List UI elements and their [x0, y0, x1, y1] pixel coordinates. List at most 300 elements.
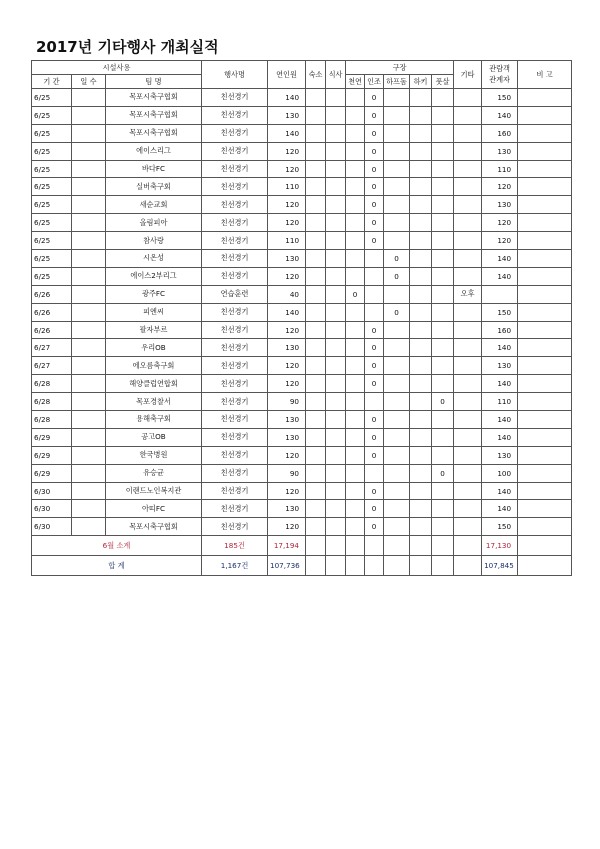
row-days: [72, 411, 106, 429]
row-spectators: 140: [482, 339, 518, 357]
row-people: 120: [268, 375, 306, 393]
table-row: [32, 214, 572, 232]
row-halfturf: [384, 411, 410, 429]
header-halfturf: 하프돔: [384, 75, 410, 89]
row-team: 바다FC: [106, 160, 202, 178]
row-hockey: [410, 500, 432, 518]
row-natural: [346, 232, 365, 250]
row-spectators: 140: [482, 411, 518, 429]
row-halfturf: [384, 375, 410, 393]
row-spectators: 140: [482, 428, 518, 446]
total-people: 107,736: [268, 556, 306, 576]
row-other: [454, 250, 482, 268]
row-days: [72, 285, 106, 303]
row-event: 친선경기: [202, 339, 268, 357]
row-halfturf: 0: [384, 303, 410, 321]
header-hockey: 하키: [410, 75, 432, 89]
row-futsal: [432, 178, 454, 196]
row-team: 실버축구회: [106, 178, 202, 196]
row-hockey: [410, 428, 432, 446]
row-futsal: [432, 518, 454, 536]
row-lodging: [306, 464, 326, 482]
row-event: 친선경기: [202, 196, 268, 214]
row-spectators: 160: [482, 321, 518, 339]
row-other: [454, 393, 482, 411]
row-people: 120: [268, 214, 306, 232]
row-event: 친선경기: [202, 321, 268, 339]
subtotal-spectators: 17,130: [482, 536, 518, 556]
row-natural: [346, 428, 365, 446]
row-natural: [346, 178, 365, 196]
row-natural: [346, 393, 365, 411]
row-remarks: [518, 232, 572, 250]
row-natural: [346, 375, 365, 393]
row-team: 에이스2부리그: [106, 267, 202, 285]
row-team: 새순교회: [106, 196, 202, 214]
row-natural: [346, 518, 365, 536]
table-row: [32, 250, 572, 268]
row-artificial: 0: [365, 214, 384, 232]
row-event: 친선경기: [202, 500, 268, 518]
subtotal-count: 185건: [202, 536, 268, 556]
row-event: 친선경기: [202, 303, 268, 321]
row-artificial: 0: [365, 196, 384, 214]
row-days: [72, 178, 106, 196]
row-artificial: [365, 393, 384, 411]
row-days: [72, 357, 106, 375]
row-date: 6/29: [32, 428, 72, 446]
row-artificial: 0: [365, 339, 384, 357]
total-spectators: 107,845: [482, 556, 518, 576]
row-days: [72, 464, 106, 482]
row-halfturf: 0: [384, 250, 410, 268]
row-remarks: [518, 214, 572, 232]
row-artificial: [365, 267, 384, 285]
row-halfturf: [384, 428, 410, 446]
table-row: [32, 160, 572, 178]
row-meals: [326, 446, 346, 464]
row-natural: [346, 250, 365, 268]
row-meals: [326, 267, 346, 285]
row-days: [72, 339, 106, 357]
row-date: 6/27: [32, 339, 72, 357]
row-people: 110: [268, 178, 306, 196]
row-remarks: [518, 464, 572, 482]
row-date: 6/25: [32, 250, 72, 268]
row-hockey: [410, 160, 432, 178]
row-remarks: [518, 339, 572, 357]
row-hockey: [410, 321, 432, 339]
row-futsal: [432, 482, 454, 500]
row-artificial: 0: [365, 518, 384, 536]
row-other: [454, 411, 482, 429]
row-event: 친선경기: [202, 518, 268, 536]
row-hockey: [410, 106, 432, 124]
row-days: [72, 214, 106, 232]
row-team: 참사랑: [106, 232, 202, 250]
row-people: 120: [268, 196, 306, 214]
row-meals: [326, 464, 346, 482]
row-futsal: [432, 357, 454, 375]
row-days: [72, 321, 106, 339]
row-spectators: 140: [482, 482, 518, 500]
header-lodging: 숙소: [306, 61, 326, 89]
row-meals: [326, 89, 346, 107]
row-futsal: [432, 500, 454, 518]
row-people: 90: [268, 393, 306, 411]
row-people: 120: [268, 482, 306, 500]
table-row: [32, 518, 572, 536]
row-natural: [346, 124, 365, 142]
row-event: 친선경기: [202, 267, 268, 285]
row-remarks: [518, 89, 572, 107]
row-spectators: 150: [482, 518, 518, 536]
row-date: 6/27: [32, 357, 72, 375]
row-people: 120: [268, 160, 306, 178]
row-spectators: 140: [482, 375, 518, 393]
row-meals: [326, 250, 346, 268]
row-days: [72, 428, 106, 446]
row-futsal: [432, 124, 454, 142]
row-team: 우리OB: [106, 339, 202, 357]
row-futsal: [432, 375, 454, 393]
row-futsal: [432, 214, 454, 232]
row-other: [454, 357, 482, 375]
row-halfturf: [384, 393, 410, 411]
row-days: [72, 89, 106, 107]
row-event: 친선경기: [202, 232, 268, 250]
row-halfturf: [384, 232, 410, 250]
header-team: 팀 명: [106, 75, 202, 89]
row-team: 유승균: [106, 464, 202, 482]
row-hockey: [410, 232, 432, 250]
row-remarks: [518, 357, 572, 375]
row-halfturf: [384, 178, 410, 196]
row-other: [454, 303, 482, 321]
row-lodging: [306, 89, 326, 107]
row-date: 6/30: [32, 518, 72, 536]
row-remarks: [518, 428, 572, 446]
page-title: 2017년 기타행사 개최실적: [36, 38, 219, 56]
row-people: 130: [268, 106, 306, 124]
row-date: 6/25: [32, 160, 72, 178]
row-artificial: 0: [365, 160, 384, 178]
row-meals: [326, 321, 346, 339]
row-futsal: [432, 446, 454, 464]
row-hockey: [410, 339, 432, 357]
row-lodging: [306, 428, 326, 446]
row-team: 목포시축구협회: [106, 106, 202, 124]
row-meals: [326, 500, 346, 518]
row-spectators: 140: [482, 250, 518, 268]
row-natural: [346, 106, 365, 124]
row-team: 피엔씨: [106, 303, 202, 321]
row-artificial: [365, 285, 384, 303]
row-event: 친선경기: [202, 178, 268, 196]
row-event: 친선경기: [202, 214, 268, 232]
row-remarks: [518, 285, 572, 303]
header-facility-use: 시설사용: [32, 61, 202, 75]
row-date: 6/30: [32, 482, 72, 500]
row-meals: [326, 375, 346, 393]
row-meals: [326, 124, 346, 142]
row-spectators: 110: [482, 160, 518, 178]
row-days: [72, 250, 106, 268]
row-remarks: [518, 393, 572, 411]
row-lodging: [306, 232, 326, 250]
row-days: [72, 446, 106, 464]
row-lodging: [306, 267, 326, 285]
row-other: [454, 267, 482, 285]
row-team: 광주FC: [106, 285, 202, 303]
row-team: 공고OB: [106, 428, 202, 446]
row-meals: [326, 214, 346, 232]
row-artificial: 0: [365, 411, 384, 429]
row-halfturf: [384, 321, 410, 339]
row-natural: [346, 267, 365, 285]
row-halfturf: [384, 446, 410, 464]
row-spectators: 130: [482, 196, 518, 214]
events-table: [31, 60, 572, 576]
row-natural: [346, 464, 365, 482]
row-other: [454, 89, 482, 107]
row-artificial: 0: [365, 178, 384, 196]
row-hockey: [410, 124, 432, 142]
table-row: [32, 106, 572, 124]
row-lodging: [306, 375, 326, 393]
row-people: 130: [268, 250, 306, 268]
row-days: [72, 160, 106, 178]
row-natural: [346, 357, 365, 375]
row-other: [454, 160, 482, 178]
row-artificial: 0: [365, 428, 384, 446]
row-remarks: [518, 250, 572, 268]
row-meals: [326, 518, 346, 536]
row-artificial: 0: [365, 500, 384, 518]
row-remarks: [518, 106, 572, 124]
row-date: 6/26: [32, 321, 72, 339]
row-lodging: [306, 160, 326, 178]
row-people: 120: [268, 446, 306, 464]
row-meals: [326, 357, 346, 375]
row-futsal: [432, 339, 454, 357]
row-other: [454, 196, 482, 214]
row-hockey: [410, 267, 432, 285]
row-people: 140: [268, 89, 306, 107]
row-natural: [346, 339, 365, 357]
row-natural: [346, 411, 365, 429]
header-field: 구장: [346, 61, 454, 75]
row-futsal: [432, 267, 454, 285]
row-futsal: [432, 285, 454, 303]
row-date: 6/25: [32, 89, 72, 107]
row-days: [72, 375, 106, 393]
total-label: 합 계: [32, 556, 202, 576]
row-meals: [326, 178, 346, 196]
row-people: 140: [268, 303, 306, 321]
header-other: 기타: [454, 61, 482, 89]
table-row: [32, 196, 572, 214]
row-halfturf: [384, 160, 410, 178]
row-date: 6/25: [32, 106, 72, 124]
row-people: 120: [268, 142, 306, 160]
row-spectators: 140: [482, 500, 518, 518]
row-remarks: [518, 142, 572, 160]
row-meals: [326, 142, 346, 160]
row-other: 오후: [454, 285, 482, 303]
row-event: 친선경기: [202, 411, 268, 429]
table-row: [32, 142, 572, 160]
row-remarks: [518, 303, 572, 321]
row-days: [72, 232, 106, 250]
row-other: [454, 464, 482, 482]
row-days: [72, 196, 106, 214]
row-team: 에이스리그: [106, 142, 202, 160]
row-artificial: 0: [365, 124, 384, 142]
row-natural: [346, 500, 365, 518]
row-natural: [346, 142, 365, 160]
row-people: 110: [268, 232, 306, 250]
row-other: [454, 214, 482, 232]
row-halfturf: 0: [384, 267, 410, 285]
table-row: [32, 393, 572, 411]
row-spectators: 140: [482, 267, 518, 285]
table-row: [32, 464, 572, 482]
row-hockey: [410, 142, 432, 160]
row-hockey: [410, 446, 432, 464]
row-other: [454, 482, 482, 500]
row-lodging: [306, 303, 326, 321]
row-artificial: 0: [365, 446, 384, 464]
row-spectators: 150: [482, 303, 518, 321]
row-team: 용해축구회: [106, 411, 202, 429]
row-days: [72, 267, 106, 285]
row-spectators: 110: [482, 393, 518, 411]
row-people: 130: [268, 411, 306, 429]
row-date: 6/25: [32, 267, 72, 285]
row-hockey: [410, 357, 432, 375]
row-people: 130: [268, 339, 306, 357]
header-natural: 천연: [346, 75, 365, 89]
row-days: [72, 303, 106, 321]
row-artificial: [365, 303, 384, 321]
row-remarks: [518, 482, 572, 500]
row-date: 6/30: [32, 500, 72, 518]
row-event: 친선경기: [202, 357, 268, 375]
row-hockey: [410, 411, 432, 429]
row-lodging: [306, 250, 326, 268]
subtotal-label: 6월 소계: [32, 536, 202, 556]
row-hockey: [410, 250, 432, 268]
header-remarks: 비 고: [518, 61, 572, 89]
row-artificial: 0: [365, 321, 384, 339]
row-other: [454, 339, 482, 357]
row-other: [454, 106, 482, 124]
total-row: [32, 556, 572, 576]
row-halfturf: [384, 482, 410, 500]
row-halfturf: [384, 214, 410, 232]
row-futsal: [432, 106, 454, 124]
row-date: 6/26: [32, 303, 72, 321]
row-event: 친선경기: [202, 428, 268, 446]
row-date: 6/29: [32, 464, 72, 482]
row-team: 에오름축구회: [106, 357, 202, 375]
row-date: 6/25: [32, 178, 72, 196]
row-event: 친선경기: [202, 142, 268, 160]
row-lodging: [306, 411, 326, 429]
row-halfturf: [384, 339, 410, 357]
row-days: [72, 482, 106, 500]
row-futsal: 0: [432, 393, 454, 411]
row-natural: [346, 446, 365, 464]
row-event: 친선경기: [202, 106, 268, 124]
table-row: [32, 232, 572, 250]
row-days: [72, 518, 106, 536]
row-people: 120: [268, 267, 306, 285]
row-hockey: [410, 464, 432, 482]
row-remarks: [518, 446, 572, 464]
header-spectators: 관람객 관계자: [482, 61, 518, 89]
row-other: [454, 124, 482, 142]
table-row: [32, 89, 572, 107]
row-date: 6/26: [32, 285, 72, 303]
row-other: [454, 178, 482, 196]
row-meals: [326, 411, 346, 429]
row-team: 시온성: [106, 250, 202, 268]
row-days: [72, 393, 106, 411]
row-artificial: 0: [365, 106, 384, 124]
row-artificial: 0: [365, 482, 384, 500]
row-meals: [326, 106, 346, 124]
row-hockey: [410, 285, 432, 303]
row-lodging: [306, 339, 326, 357]
row-people: 130: [268, 428, 306, 446]
row-hockey: [410, 89, 432, 107]
table-row: [32, 428, 572, 446]
row-team: 목포시축구협회: [106, 518, 202, 536]
total-count: 1,167건: [202, 556, 268, 576]
row-days: [72, 500, 106, 518]
row-futsal: [432, 411, 454, 429]
row-team: 목포시축구협회: [106, 89, 202, 107]
row-other: [454, 446, 482, 464]
header-attendance: 연인원: [268, 61, 306, 89]
table-row: [32, 375, 572, 393]
row-futsal: [432, 321, 454, 339]
row-hockey: [410, 214, 432, 232]
row-futsal: [432, 160, 454, 178]
table-row: [32, 267, 572, 285]
subtotal-people: 17,194: [268, 536, 306, 556]
row-remarks: [518, 411, 572, 429]
table-row: [32, 339, 572, 357]
row-hockey: [410, 303, 432, 321]
row-event: 친선경기: [202, 464, 268, 482]
row-other: [454, 518, 482, 536]
row-days: [72, 142, 106, 160]
row-team: 해양클럽연합회: [106, 375, 202, 393]
row-hockey: [410, 178, 432, 196]
row-spectators: 140: [482, 106, 518, 124]
row-spectators: 130: [482, 446, 518, 464]
row-hockey: [410, 482, 432, 500]
row-remarks: [518, 267, 572, 285]
row-lodging: [306, 285, 326, 303]
row-event: 친선경기: [202, 393, 268, 411]
row-futsal: [432, 89, 454, 107]
row-people: 120: [268, 321, 306, 339]
row-date: 6/29: [32, 446, 72, 464]
